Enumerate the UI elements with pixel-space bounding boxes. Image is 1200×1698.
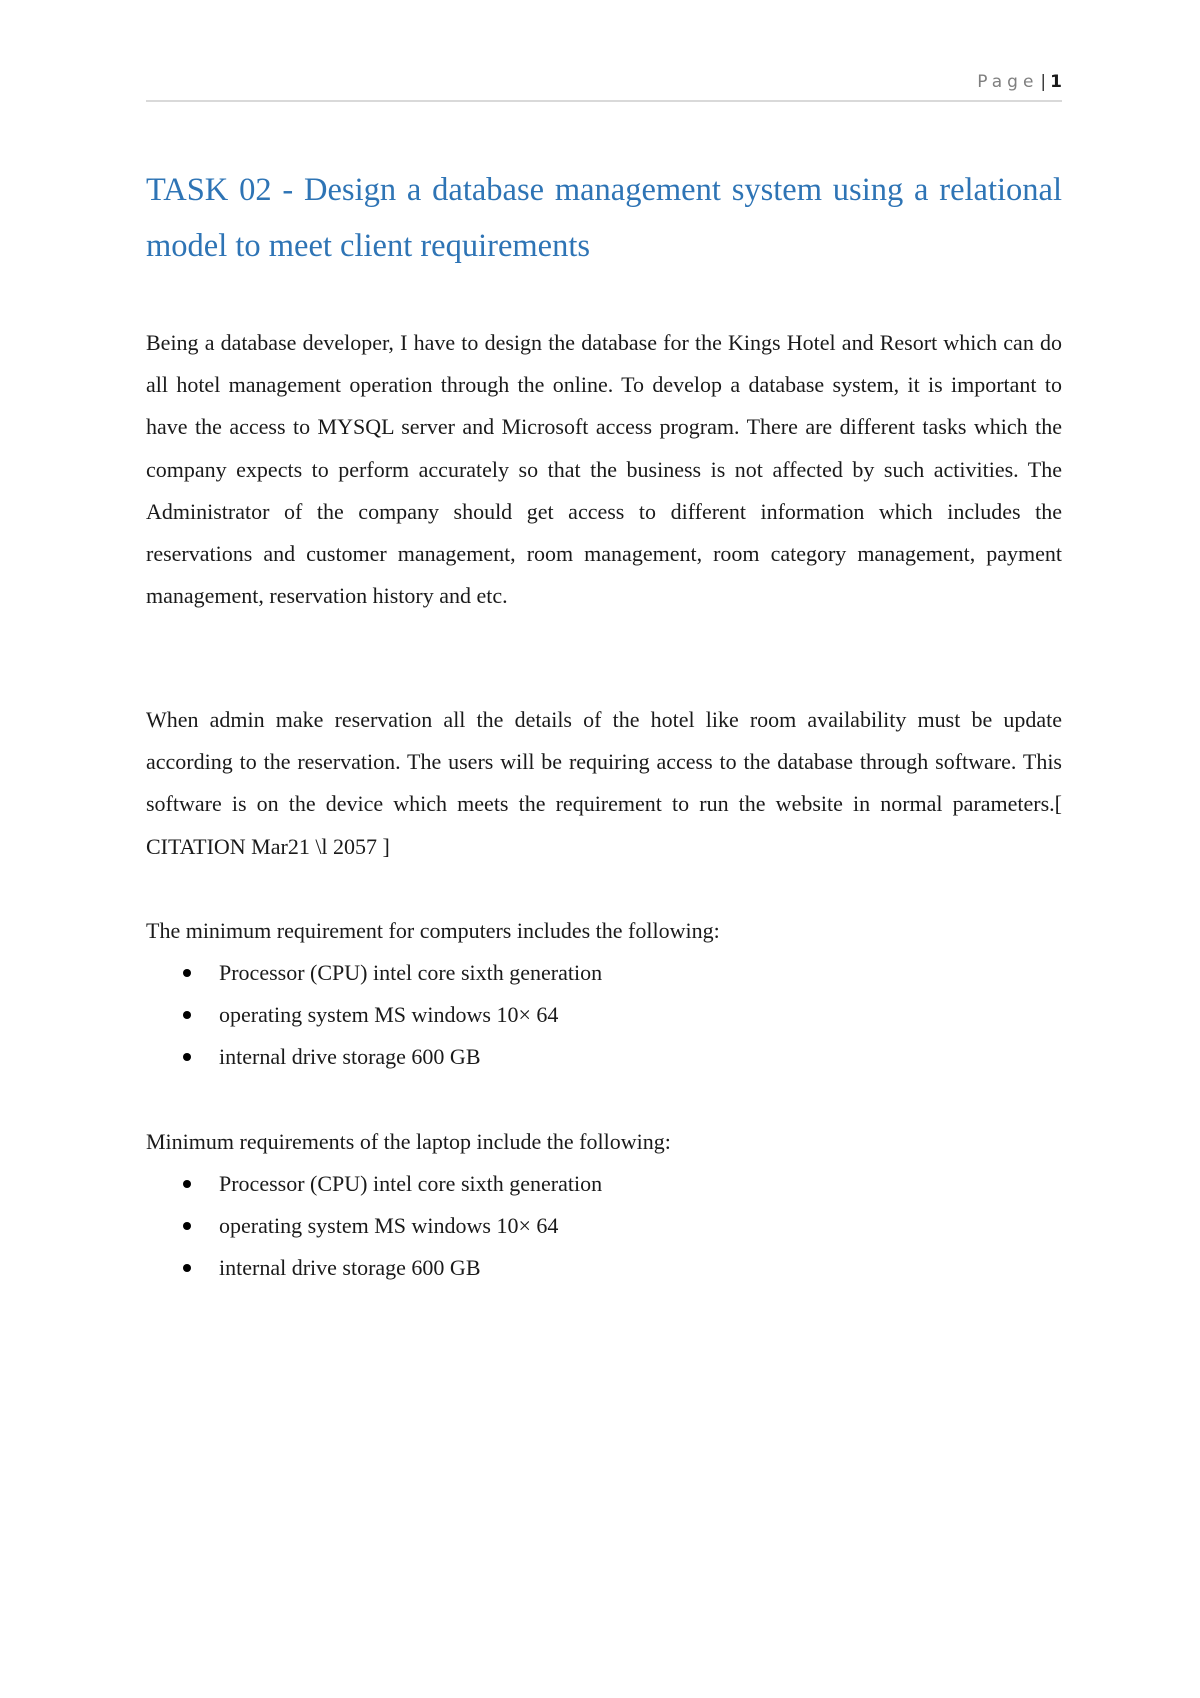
list-item — [146, 1163, 1062, 1205]
list-item — [146, 1036, 1062, 1078]
laptop-requirements-intro: Minimum requirements of the laptop include the following: — [146, 1129, 671, 1154]
page-number: 1 — [1050, 72, 1062, 92]
bullet-icon — [183, 1222, 191, 1230]
bullet-icon — [183, 1053, 191, 1061]
bullet-icon — [183, 1180, 191, 1188]
list-item — [146, 994, 1062, 1036]
list-item-text: operating system MS windows 10× 64 — [219, 1213, 559, 1238]
list-item-text: Processor (CPU) intel core sixth generation — [219, 960, 603, 985]
list-item-text: operating system MS windows 10× 64 — [219, 1002, 559, 1027]
page-label: Page — [977, 72, 1039, 92]
page-header — [146, 72, 1062, 102]
list-item-text: internal drive storage 600 GB — [219, 1044, 481, 1069]
list-item-text: Processor (CPU) intel core sixth generation — [219, 1171, 603, 1196]
bullet-icon — [183, 1264, 191, 1272]
page-separator: | — [1040, 72, 1047, 92]
list-item-text: internal drive storage 600 GB — [219, 1255, 481, 1280]
computer-requirements-intro: The minimum requirement for computers includes the following: — [146, 918, 720, 943]
bullet-icon — [183, 1011, 191, 1019]
list-item — [146, 1247, 1062, 1289]
list-item — [146, 952, 1062, 994]
computer-requirements-list — [146, 952, 1062, 1078]
paragraph-introduction: Being a database developer, I have to design the database for the Kings Hotel and Resort which can do all hotel management operation through the online. To develop a database system, it is important to have the access to MYSQL server and Microsoft access program. There are different tasks which the company expects to perform accurately so that the business is not affected by such activities. The Administrator of the company should get access to different information which includes the reservations and customer management, room management, room category management, payment management, reservation history and etc. — [146, 330, 1062, 609]
task-heading: TASK 02 - Design a database management system using a relational model to meet client requirements — [146, 172, 1062, 264]
list-item — [146, 1205, 1062, 1247]
laptop-requirements-list — [146, 1163, 1062, 1289]
bullet-icon — [183, 969, 191, 977]
paragraph-reservation: When admin make reservation all the details of the hotel like room availability must be update according to the reservation. The users will be requiring access to the database through software. This software is on the device which meets the requirement to run the website in normal parameters.[ CITATION Mar21 \l 2057 ] — [146, 707, 1062, 859]
